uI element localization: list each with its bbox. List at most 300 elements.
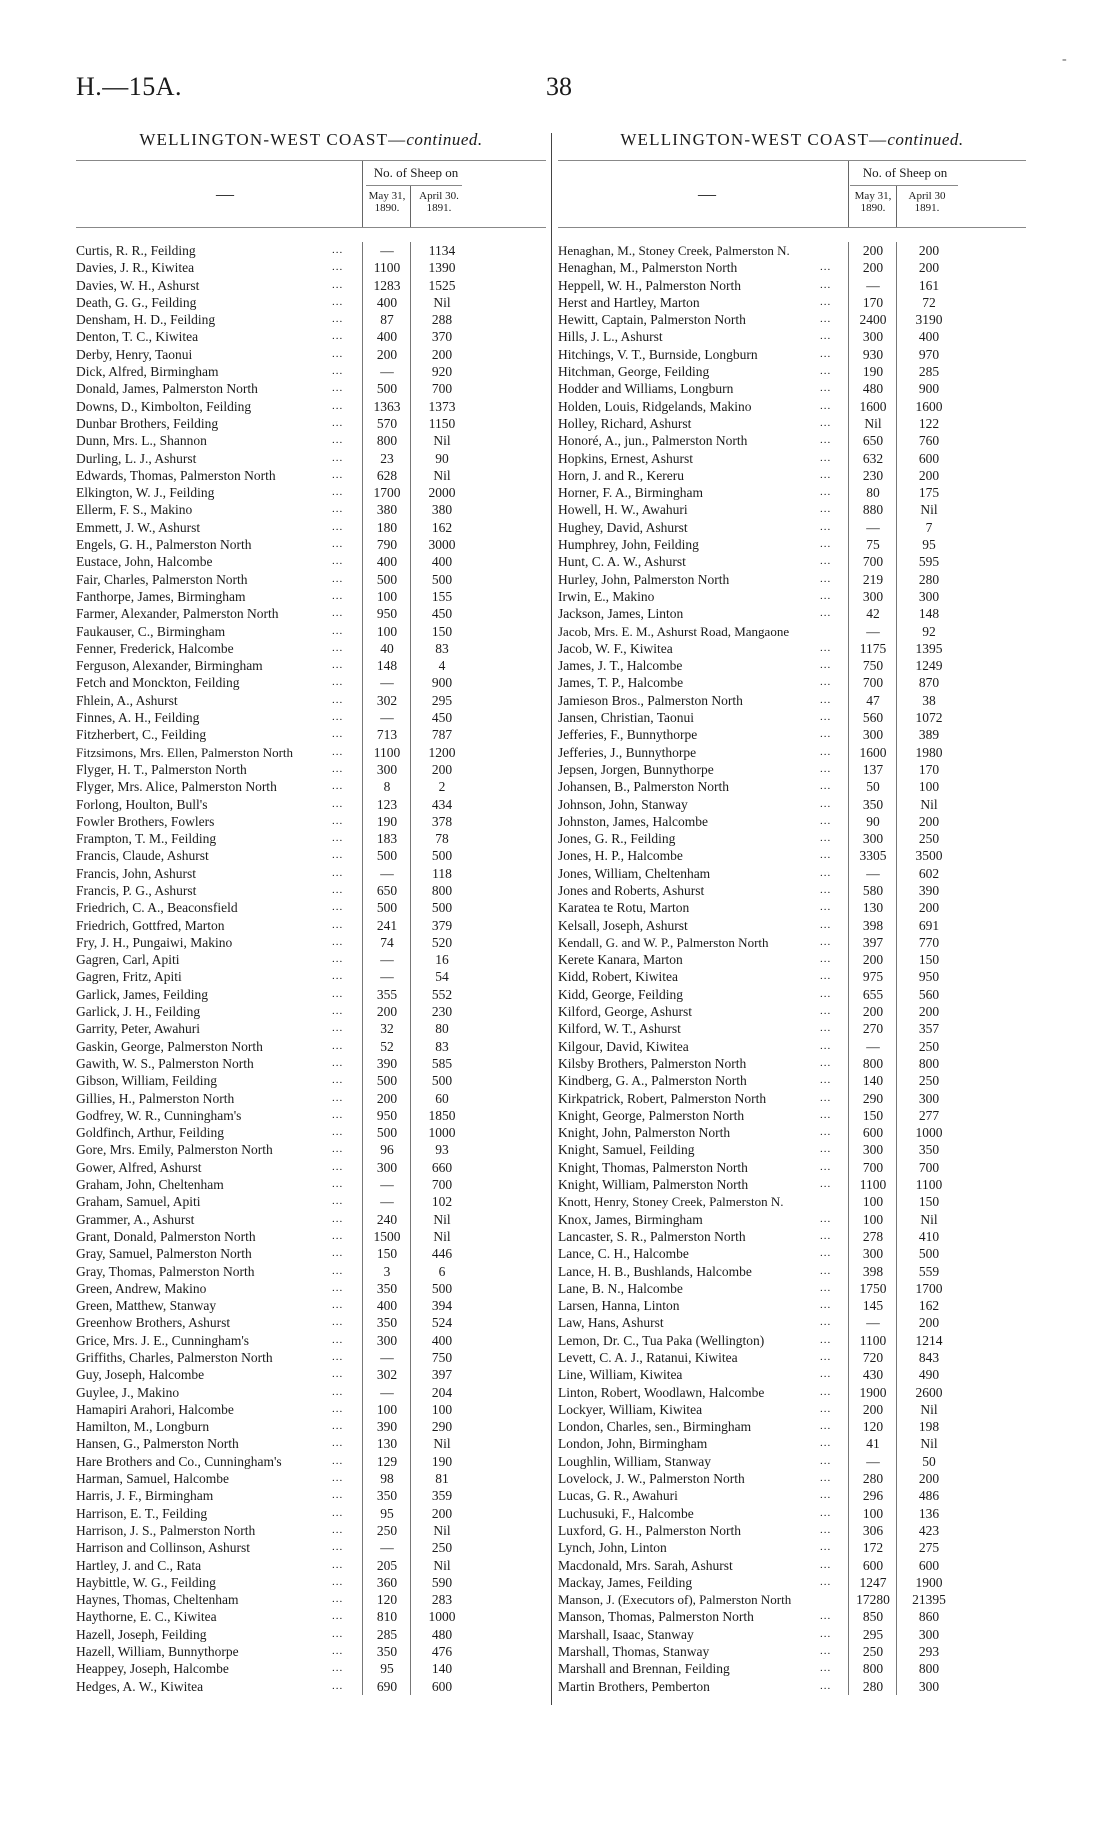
- table-row: [76, 899, 546, 916]
- table-row: [76, 1107, 546, 1124]
- sheep-1890: 650: [862, 433, 884, 449]
- table-row: [76, 1003, 546, 1020]
- owner-name: Haynes, Thomas, Cheltenham: [76, 1592, 239, 1608]
- sheep-1891: 90: [435, 450, 449, 466]
- owner-name: Griffiths, Charles, Palmerston North: [76, 1350, 273, 1365]
- leader-dots: ...: [332, 987, 344, 1000]
- owner-name: Marshall and Brennan, Feilding: [558, 1661, 730, 1677]
- table-row: [76, 259, 546, 276]
- owner-name: Manson, J. (Executors of), Palmerston North: [558, 1592, 792, 1608]
- table-row: [558, 1678, 1026, 1695]
- sheep-1890: 170: [862, 294, 884, 310]
- owner-name: Mackay, James, Feilding: [558, 1574, 693, 1590]
- owner-name: Hunt, C. A. W., Ashurst: [558, 554, 686, 570]
- owner-name: Denton, T. C., Kiwitea: [76, 329, 199, 345]
- leader-dots: ...: [332, 1523, 344, 1536]
- table-row: [76, 657, 546, 674]
- sheep-1891: 83: [435, 640, 449, 656]
- sheep-1890: 300: [376, 1332, 398, 1348]
- leader-dots: ...: [332, 797, 344, 810]
- owner-name: Hazell, William, Bunnythorpe: [76, 1644, 239, 1660]
- sheep-1890: 655: [862, 986, 884, 1002]
- table-row: [558, 1608, 1026, 1625]
- sheep-1890: —: [380, 952, 394, 968]
- leader-dots: ...: [820, 416, 832, 429]
- owner-name: Lynch, John, Linton: [558, 1540, 667, 1556]
- table-row: [558, 709, 1026, 726]
- sheep-1890: 80: [866, 485, 880, 501]
- leader-dots: ...: [820, 313, 832, 326]
- table-row: [558, 346, 1026, 363]
- sheep-1891: 1850: [428, 1107, 456, 1123]
- leader-dots: ...: [820, 451, 832, 464]
- leader-dots: ...: [332, 278, 344, 291]
- owner-name: Hughey, David, Ashurst: [558, 519, 688, 535]
- leader-dots: ...: [820, 1489, 832, 1502]
- sheep-1891: 200: [431, 346, 453, 362]
- table-row: [76, 1591, 546, 1608]
- sheep-1890: 95: [380, 1661, 394, 1677]
- owner-name: Kilford, W. T., Ashurst: [558, 1021, 681, 1037]
- table-row: [76, 778, 546, 795]
- owner-name: Hazell, Joseph, Feilding: [76, 1626, 207, 1642]
- leader-dots: ...: [820, 503, 832, 516]
- leader-dots: ...: [820, 555, 832, 568]
- sheep-1891: 476: [431, 1644, 453, 1660]
- sheep-1891: Nil: [920, 796, 938, 812]
- owner-name: Grice, Mrs. J. E., Cunningham's: [76, 1332, 250, 1348]
- sheep-1890: 300: [862, 329, 884, 345]
- sheep-1891: 3000: [428, 537, 456, 553]
- leader-dots: ...: [332, 745, 344, 758]
- table-row: [558, 951, 1026, 968]
- owner-name: Jacob, Mrs. E. M., Ashurst Road, Mangaone: [558, 623, 790, 639]
- sheep-1890: 1700: [373, 485, 401, 501]
- sheep-1891: 1000: [428, 1125, 456, 1141]
- leader-dots: ...: [332, 970, 344, 983]
- sheep-1891: 1525: [428, 277, 456, 293]
- table-row: [76, 796, 546, 813]
- sheep-1891: 700: [431, 381, 453, 397]
- leader-dots: ...: [332, 1645, 344, 1658]
- table-row: [558, 1314, 1026, 1331]
- leader-dots: ...: [332, 1160, 344, 1173]
- sheep-1890: 380: [376, 502, 398, 518]
- table-row: [76, 917, 546, 934]
- table-row: [558, 882, 1026, 899]
- sheep-1891: 390: [918, 882, 940, 898]
- sheep-1891: 450: [431, 710, 453, 726]
- sheep-1890: 800: [376, 433, 398, 449]
- document-reference: H.—15A.: [76, 72, 183, 101]
- owner-name: Knight, Thomas, Palmerston North: [558, 1159, 748, 1175]
- leader-dots: ...: [332, 1299, 344, 1312]
- sheep-1890: 296: [862, 1488, 884, 1504]
- leader-dots: ...: [820, 711, 832, 724]
- sheep-1890: 32: [380, 1021, 394, 1037]
- sheep-1891: 970: [918, 346, 940, 362]
- owner-name: Jefferies, F., Bunnythorpe: [558, 727, 698, 743]
- sheep-1891: 1980: [915, 744, 943, 760]
- sheep-1891: 250: [918, 1073, 940, 1089]
- leader-dots: ...: [332, 382, 344, 395]
- owner-name: Eustace, John, Halcombe: [76, 554, 213, 570]
- table-row: [76, 1660, 546, 1677]
- leader-dots: ...: [332, 935, 344, 948]
- table-row: [76, 1159, 546, 1176]
- table-row: [76, 1211, 546, 1228]
- owner-name: Lancaster, S. R., Palmerston North: [558, 1228, 746, 1244]
- owner-name: Honoré, A., jun., Palmerston North: [558, 433, 748, 449]
- owner-name: Jansen, Christian, Taonui: [558, 710, 695, 726]
- sheep-1891: 148: [918, 606, 940, 622]
- sheep-1891: 200: [918, 243, 940, 258]
- table-row: [76, 1038, 546, 1055]
- leader-dots: ...: [332, 261, 344, 274]
- sheep-1890: 41: [866, 1436, 880, 1452]
- owner-name: Kelsall, Joseph, Ashurst: [558, 917, 688, 933]
- sheep-1891: Nil: [920, 1436, 938, 1452]
- owner-name: Green, Matthew, Stanway: [76, 1298, 217, 1314]
- sheep-1891: 200: [918, 813, 940, 829]
- owner-name: Marshall, Thomas, Stanway: [558, 1644, 710, 1660]
- sheep-1890: —: [866, 1315, 880, 1331]
- table-row: [558, 415, 1026, 432]
- sheep-1891: 1214: [915, 1332, 943, 1348]
- sheep-1891: 860: [918, 1609, 940, 1625]
- leader-dots: ...: [332, 486, 344, 499]
- owner-name: Downs, D., Kimbolton, Feilding: [76, 398, 252, 414]
- sheep-1891: 300: [918, 1626, 940, 1642]
- sheep-1891: 250: [918, 1038, 940, 1054]
- sheep-1890: 1100: [859, 1332, 887, 1348]
- sheep-1891: 162: [918, 1298, 940, 1314]
- sheep-1891: 290: [431, 1419, 453, 1435]
- sheep-1891: 277: [918, 1107, 940, 1123]
- sheep-1890: —: [380, 1384, 394, 1400]
- leader-dots: ...: [820, 1281, 832, 1294]
- leader-dots: ...: [332, 780, 344, 793]
- owner-name: Francis, John, Ashurst: [76, 865, 197, 881]
- owner-name: Harrison, J. S., Palmerston North: [76, 1522, 256, 1538]
- owner-name: Hartley, J. and C., Rata: [76, 1557, 202, 1573]
- leader-dots: ...: [332, 1558, 344, 1571]
- sheep-1890: 278: [862, 1228, 884, 1244]
- table-row: [558, 934, 1026, 951]
- sheep-1890: —: [380, 969, 394, 985]
- sheep-1890: 3305: [859, 848, 887, 864]
- owner-name: Lemon, Dr. C., Tua Paka (Wellington): [558, 1332, 765, 1348]
- sheep-1891: 275: [918, 1540, 940, 1556]
- owner-name: Marshall, Isaac, Stanway: [558, 1626, 694, 1642]
- table-row: [76, 363, 546, 380]
- table-row: [558, 467, 1026, 484]
- sheep-1891: 1200: [428, 744, 456, 760]
- owner-name: Holden, Louis, Ridgelands, Makino: [558, 398, 752, 414]
- sheep-1891: Nil: [433, 1436, 451, 1452]
- leader-dots: ...: [332, 676, 344, 689]
- sheep-1891: 1150: [428, 415, 456, 431]
- table-row: [76, 1332, 546, 1349]
- leader-dots: ...: [332, 1005, 344, 1018]
- sheep-1891: 434: [431, 796, 453, 812]
- leader-dots: ...: [332, 1593, 344, 1606]
- sheep-1890: 1500: [373, 1228, 401, 1244]
- owner-name: Goldfinch, Arthur, Feilding: [76, 1125, 224, 1141]
- owner-name: Jefferies, J., Bunnythorpe: [558, 744, 697, 760]
- leader-dots: ...: [820, 693, 832, 706]
- sheep-1890: 200: [862, 260, 884, 276]
- table-row: [76, 1280, 546, 1297]
- leader-dots: ...: [820, 918, 832, 931]
- owner-name: Dick, Alfred, Birmingham: [76, 364, 219, 380]
- sheep-1891: 787: [431, 727, 453, 743]
- leader-dots: ...: [332, 1022, 344, 1035]
- table-row: [76, 553, 546, 570]
- owner-name: Luchusuki, F., Halcombe: [558, 1505, 694, 1521]
- sheep-1890: 632: [862, 450, 884, 466]
- table-row: [76, 882, 546, 899]
- owner-name: Gibson, William, Feilding: [76, 1073, 217, 1089]
- sheep-1891: 700: [431, 1177, 453, 1193]
- owner-name: Fitzsimons, Mrs. Ellen, Palmerston North: [76, 744, 294, 760]
- sheep-1890: 140: [862, 1073, 884, 1089]
- sheep-1890: 397: [862, 934, 884, 950]
- sheep-1891: 250: [431, 1540, 453, 1556]
- sheep-1890: 700: [862, 1159, 884, 1175]
- owner-name: Harris, J. F., Birmingham: [76, 1488, 214, 1504]
- sheep-1890: 302: [376, 1367, 398, 1383]
- sheep-1890: 100: [376, 623, 398, 639]
- sheep-1890: 241: [376, 917, 398, 933]
- owner-name: Finnes, A. H., Feilding: [76, 710, 200, 726]
- sheep-1891: 843: [918, 1350, 940, 1365]
- sheep-1890: 302: [376, 692, 398, 708]
- sheep-1890: 400: [376, 329, 398, 345]
- leader-dots: ...: [820, 330, 832, 343]
- table-row: [76, 1487, 546, 1504]
- owner-name: Guylee, J., Makino: [76, 1384, 180, 1400]
- sheep-1891: Nil: [433, 1557, 451, 1573]
- sheep-1890: 8: [383, 779, 391, 795]
- owner-name: Emmett, J. W., Ashurst: [76, 519, 201, 535]
- sheep-1890: 1600: [859, 744, 887, 760]
- leader-dots: ...: [820, 935, 832, 948]
- owner-name: Heappey, Joseph, Halcombe: [76, 1661, 229, 1677]
- sheep-1890: 90: [866, 813, 880, 829]
- owner-name: Larsen, Hanna, Linton: [558, 1298, 680, 1314]
- table-row: [76, 311, 546, 328]
- sheep-1891: 78: [435, 831, 449, 847]
- sheep-1891: Nil: [433, 1228, 451, 1244]
- leader-dots: ...: [820, 866, 832, 879]
- table-row: [76, 1072, 546, 1089]
- table-row: [558, 1366, 1026, 1383]
- sheep-1890: —: [380, 710, 394, 726]
- sheep-1891: 500: [431, 571, 453, 587]
- leader-dots: ...: [332, 468, 344, 481]
- leader-dots: ...: [332, 330, 344, 343]
- sheep-1891: 155: [431, 588, 453, 604]
- owner-name: Durling, L. J., Ashurst: [76, 450, 197, 466]
- name-column-header: —: [698, 184, 716, 204]
- sheep-1891: Nil: [920, 502, 938, 518]
- sheep-1891: 552: [431, 986, 453, 1002]
- table-row: [558, 674, 1026, 691]
- sheep-1890: 47: [866, 692, 880, 708]
- sheep-1890: 130: [376, 1436, 398, 1452]
- leader-dots: ...: [820, 1437, 832, 1450]
- leader-dots: ...: [332, 1264, 344, 1277]
- leader-dots: ...: [332, 1212, 344, 1225]
- sheep-1890: 600: [862, 1125, 884, 1141]
- table-row: [558, 1505, 1026, 1522]
- sheep-1891: 200: [918, 900, 940, 916]
- leader-dots: ...: [820, 1402, 832, 1415]
- sheep-1891: 175: [918, 485, 940, 501]
- table-row: [76, 640, 546, 657]
- table-row: [558, 519, 1026, 536]
- sheep-1891: 1700: [915, 1280, 943, 1296]
- table-row: [76, 501, 546, 518]
- table-row: [76, 1608, 546, 1625]
- table-row: [76, 1505, 546, 1522]
- sheep-1891: 800: [918, 1661, 940, 1677]
- sheep-1891: 300: [918, 588, 940, 604]
- sheep-1890: 200: [376, 1004, 398, 1020]
- table-row: [76, 484, 546, 501]
- sheep-1890: 713: [376, 727, 398, 743]
- owner-name: London, John, Birmingham: [558, 1436, 708, 1452]
- leader-dots: ...: [820, 1575, 832, 1588]
- table-row: [558, 363, 1026, 380]
- sheep-1890: 500: [376, 900, 398, 916]
- sheep-1890: 1600: [859, 398, 887, 414]
- sheep-1891: 204: [431, 1384, 453, 1400]
- table-row: [558, 744, 1026, 761]
- table-row: [558, 917, 1026, 934]
- owner-name: Hewitt, Captain, Palmerston North: [558, 312, 746, 328]
- owner-name: Faukauser, C., Birmingham: [76, 623, 226, 639]
- table-row: [558, 432, 1026, 449]
- leader-dots: ...: [332, 1351, 344, 1363]
- sheep-1890: 750: [862, 658, 884, 674]
- table-row: [558, 1176, 1026, 1193]
- leader-dots: ...: [332, 641, 344, 654]
- sheep-1890: 360: [376, 1574, 398, 1590]
- leader-dots: ...: [820, 520, 832, 533]
- sheep-1890: 285: [376, 1626, 398, 1642]
- sheep-1891: 102: [431, 1194, 453, 1210]
- sheep-1891: 1000: [428, 1609, 456, 1625]
- sheep-1890: 250: [862, 1644, 884, 1660]
- sheep-1890: 200: [862, 1004, 884, 1020]
- sheep-count-group-header: No. of Sheep on: [373, 165, 459, 180]
- owner-name: Lance, C. H., Halcombe: [558, 1246, 689, 1262]
- owner-name: Harrison and Collinson, Ashurst: [76, 1540, 250, 1556]
- sheep-1891: 389: [918, 727, 940, 743]
- sheep-1890: 300: [376, 761, 398, 777]
- sheep-1891: Nil: [433, 467, 451, 483]
- leader-dots: ...: [820, 832, 832, 845]
- owner-name: Gray, Samuel, Palmerston North: [76, 1246, 252, 1262]
- sheep-1890: 560: [862, 710, 884, 726]
- sheep-1890: 1363: [373, 398, 401, 414]
- table-row: [76, 1090, 546, 1107]
- leader-dots: ...: [332, 589, 344, 602]
- sheep-1890: 350: [376, 1488, 398, 1504]
- table-row: [76, 1297, 546, 1314]
- sheep-1890: —: [866, 1038, 880, 1054]
- leader-dots: ...: [820, 1056, 832, 1069]
- sheep-1890: 350: [376, 1644, 398, 1660]
- sheep-1891: 770: [918, 934, 940, 950]
- leader-dots: ...: [820, 1126, 832, 1139]
- leader-dots: ...: [820, 1472, 832, 1485]
- sheep-1890: 23: [380, 450, 394, 466]
- owner-name: Fhlein, A., Ashurst: [76, 692, 178, 708]
- owner-name: Hare Brothers and Co., Cunningham's: [76, 1453, 282, 1469]
- leader-dots: ...: [820, 849, 832, 862]
- sheep-1890: 219: [862, 571, 884, 587]
- sheep-1890: 95: [380, 1505, 394, 1521]
- sheep-1890: 500: [376, 1073, 398, 1089]
- leader-dots: ...: [820, 365, 832, 378]
- table-row: [76, 380, 546, 397]
- sheep-1891: 490: [918, 1367, 940, 1383]
- sheep-1890: 430: [862, 1367, 884, 1383]
- sheep-1891: 1072: [915, 710, 943, 726]
- leader-dots: ...: [332, 659, 344, 672]
- table-row: [558, 536, 1026, 553]
- table-row: [76, 674, 546, 691]
- sheep-1891: 161: [918, 277, 940, 293]
- leader-dots: ...: [820, 1506, 832, 1519]
- leader-dots: ...: [820, 434, 832, 447]
- owner-name: Holley, Richard, Ashurst: [558, 415, 692, 431]
- table-row: [558, 1297, 1026, 1314]
- leader-dots: ...: [332, 1627, 344, 1640]
- sheep-1890: 52: [380, 1038, 394, 1054]
- sheep-1891: 150: [431, 623, 453, 639]
- sheep-1890: 790: [376, 537, 398, 553]
- sheep-1891: 122: [918, 415, 940, 431]
- owner-name: Friedrich, C. A., Beaconsfield: [76, 900, 238, 916]
- owner-name: Francis, Claude, Ashurst: [76, 848, 209, 864]
- owner-name: Jepsen, Jorgen, Bunnythorpe: [558, 761, 714, 777]
- leader-dots: ...: [332, 572, 344, 585]
- april-1891-header: April 30 1891.: [908, 190, 946, 214]
- sheep-1891: 378: [431, 813, 453, 829]
- table-row: [76, 432, 546, 449]
- owner-name: James, T. P., Halcombe: [558, 675, 684, 691]
- table-row: [76, 1193, 546, 1210]
- sheep-1891: 283: [431, 1592, 453, 1608]
- leader-dots: ...: [332, 1333, 344, 1346]
- table-row: [558, 1401, 1026, 1418]
- table-row: [76, 1401, 546, 1418]
- left-table-header: [76, 160, 546, 228]
- sheep-1891: 700: [918, 1159, 940, 1175]
- sheep-1891: 486: [918, 1488, 940, 1504]
- table-row: [76, 986, 546, 1003]
- sheep-1890: —: [380, 364, 394, 380]
- sheep-1891: 370: [431, 329, 453, 345]
- leader-dots: ...: [332, 1402, 344, 1415]
- table-row: [558, 1470, 1026, 1487]
- right-table-body: [558, 242, 1026, 1695]
- owner-name: Line, William, Kiwitea: [558, 1367, 683, 1383]
